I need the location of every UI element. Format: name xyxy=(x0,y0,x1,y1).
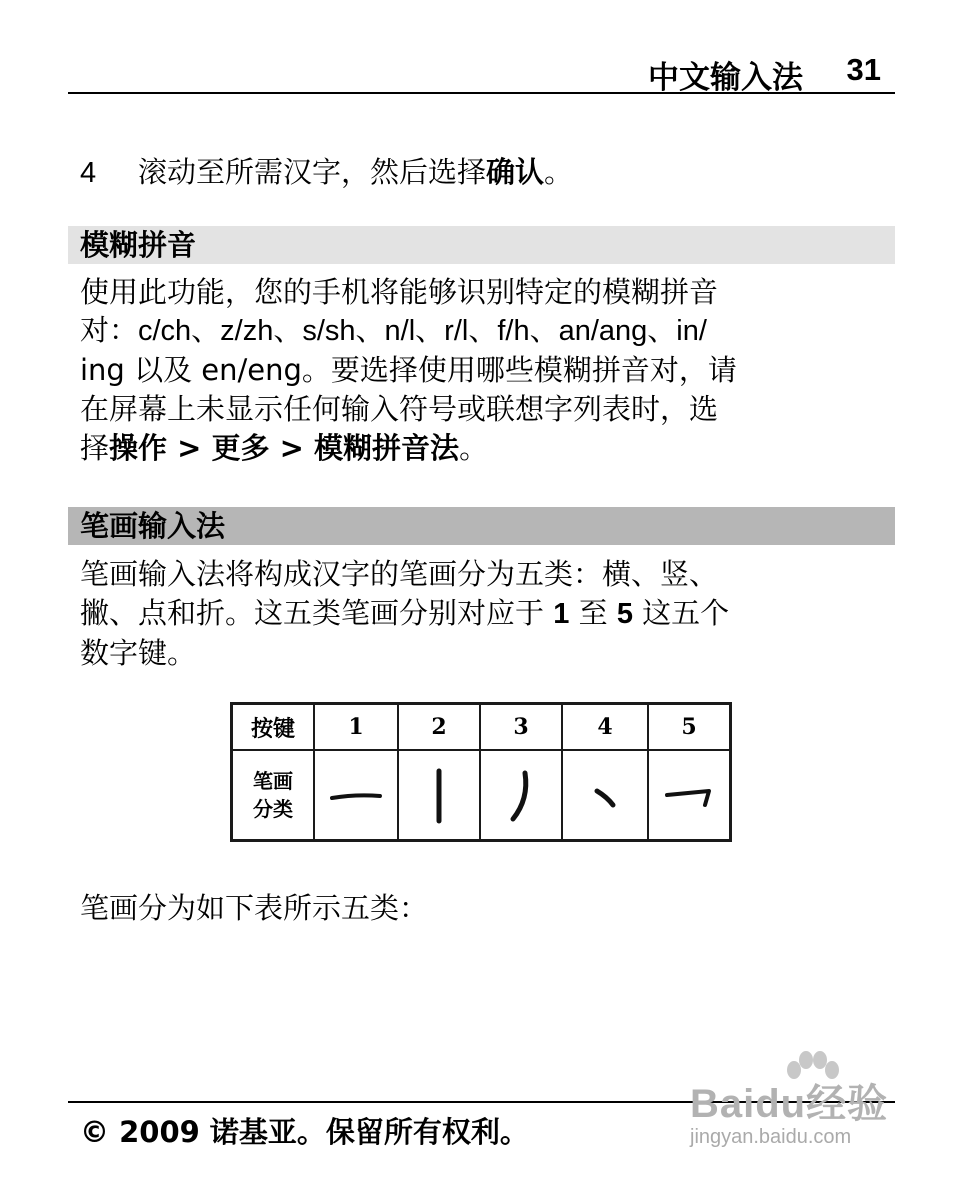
chapter-title: 中文输入法 xyxy=(648,60,803,96)
text: 择 xyxy=(80,431,110,465)
watermark-url: jingyan.baidu.com xyxy=(690,1126,852,1148)
stroke-key-table xyxy=(230,702,732,842)
paragraph-line: 在屏幕上未显示任何输入符号或联想字列表时，选 xyxy=(80,392,719,426)
pie-stroke-icon xyxy=(491,765,551,825)
step-4 xyxy=(80,150,573,191)
key-cell: 4 xyxy=(562,704,648,751)
label-bottom: 分类 xyxy=(253,797,293,821)
page-number: 31 xyxy=(846,52,881,87)
paragraph-line: 数字键。 xyxy=(80,636,197,670)
label-top: 笔画 xyxy=(253,769,293,793)
fuzzy-pinyin-heading: 模糊拼音 xyxy=(68,226,895,264)
table-row xyxy=(232,704,731,751)
stroke-cell xyxy=(398,750,480,841)
step-text: 滚动至所需汉字，然后选择 xyxy=(138,155,487,189)
shu-stroke-icon xyxy=(409,765,469,825)
dian-stroke-icon xyxy=(575,765,635,825)
menu-path-options: 操作 xyxy=(109,431,168,465)
menu-path-more: 更多 xyxy=(211,431,270,465)
paragraph-line xyxy=(80,594,880,634)
paragraph-line: 笔画输入法将构成汉字的笔画分为五类：横、竖、 xyxy=(80,557,719,591)
stroke-cell xyxy=(480,750,562,841)
copyright: © 2009 诺基亚。保留所有权利。 xyxy=(80,1115,529,1149)
paragraph-line xyxy=(80,429,880,468)
menu-path-fuzzy-pinyin: 模糊拼音法 xyxy=(314,431,460,465)
menu-separator: > xyxy=(167,431,212,465)
text: 至 xyxy=(569,596,617,630)
stroke-cell xyxy=(648,750,731,841)
table-header-key: 按键 xyxy=(232,704,315,751)
key-cell: 5 xyxy=(648,704,731,751)
key-cell: 1 xyxy=(314,704,398,751)
key-cell: 2 xyxy=(398,704,480,751)
paragraph-line: ing 以及 en/eng。要选择使用哪些模糊拼音对，请 xyxy=(80,353,737,387)
text: 。 xyxy=(459,431,489,465)
confirm-option: 确认 xyxy=(486,155,545,189)
text: 撇、点和折。这五类笔画分别对应于 xyxy=(80,596,554,630)
zhe-stroke-icon xyxy=(659,765,719,825)
stroke-cell xyxy=(314,750,398,841)
outro-text: 笔画分为如下表所示五类： xyxy=(80,891,429,925)
step-period: 。 xyxy=(544,155,574,189)
table-row xyxy=(232,750,731,841)
menu-separator: > xyxy=(269,431,315,465)
heng-stroke-icon xyxy=(326,765,386,825)
stroke-input-heading: 笔画输入法 xyxy=(68,507,895,545)
paragraph-line: 对：c/ch、z/zh、s/sh、n/l、r/l、f/h、an/ang、in/ xyxy=(80,315,707,347)
table-header-stroke-category xyxy=(232,750,315,841)
fuzzy-pinyin-paragraph xyxy=(80,273,880,468)
text: 这五个 xyxy=(632,596,730,630)
stroke-cell xyxy=(562,750,648,841)
paragraph-line: 使用此功能，您的手机将能够识别特定的模糊拼音 xyxy=(80,275,719,309)
watermark-brand: Baidu经验 xyxy=(690,1082,889,1126)
key-to: 5 xyxy=(616,598,633,630)
key-cell: 3 xyxy=(480,704,562,751)
stroke-input-paragraph xyxy=(80,555,880,673)
page-header xyxy=(68,48,895,94)
baidu-watermark xyxy=(690,1050,920,1160)
step-number: 4 xyxy=(80,157,97,189)
key-from: 1 xyxy=(553,598,570,630)
